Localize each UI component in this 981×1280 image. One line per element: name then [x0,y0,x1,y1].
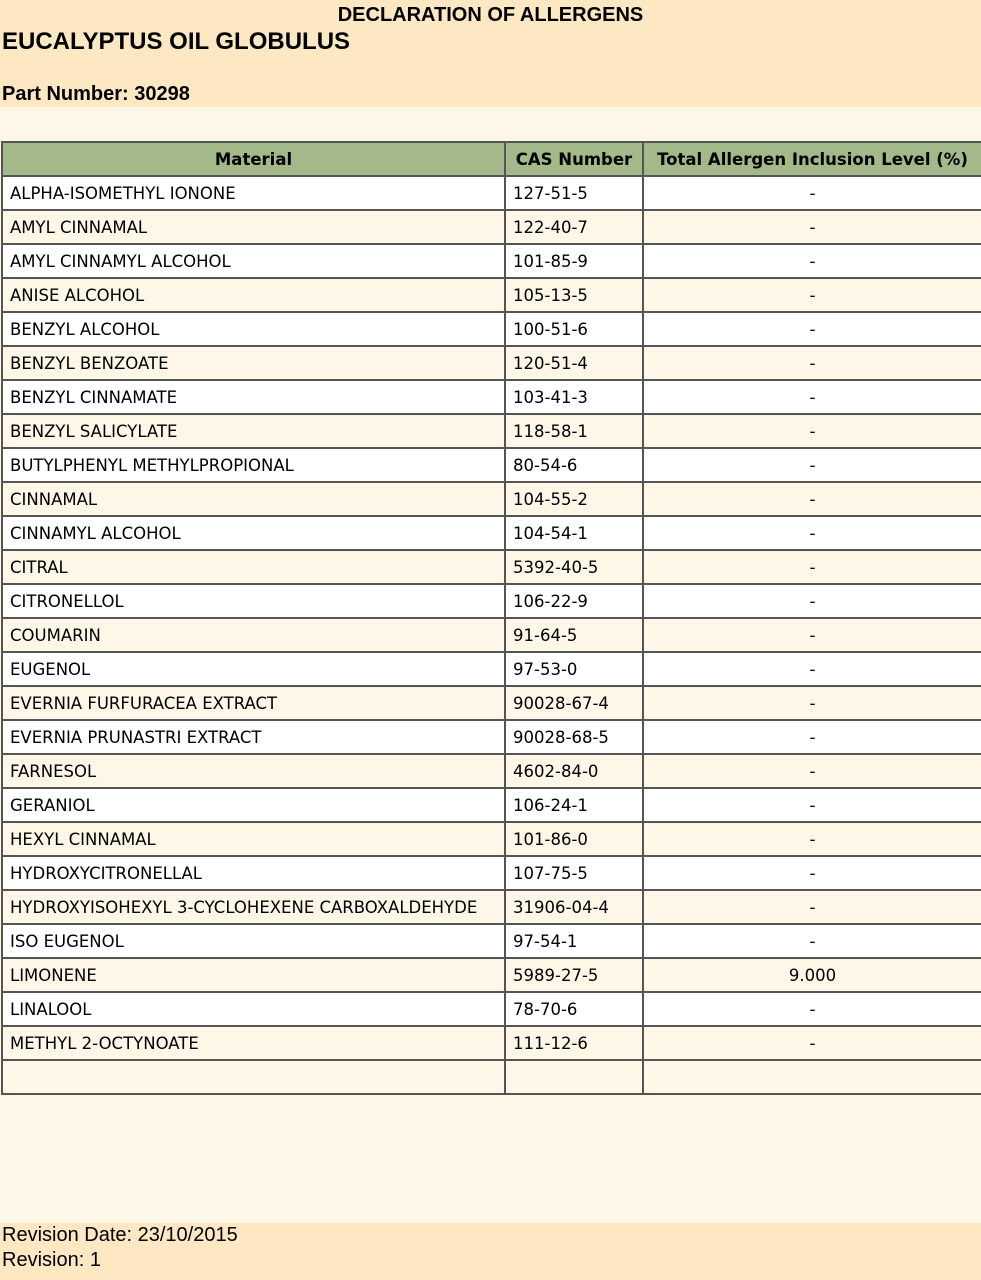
material-cell: AMYL CINNAMYL ALCOHOL [2,244,505,278]
table-row [2,516,981,550]
cas-number-cell: 106-22-9 [505,584,643,618]
cas-number-cell: 90028-67-4 [505,686,643,720]
inclusion-level-cell: - [643,346,981,380]
inclusion-level-cell: - [643,584,981,618]
material-cell: METHYL 2-OCTYNOATE [2,1026,505,1060]
material-cell: EUGENOL [2,652,505,686]
material-cell: CITRONELLOL [2,584,505,618]
inclusion-level-cell: 9.000 [643,958,981,992]
cas-number-cell: 31906-04-4 [505,890,643,924]
material-cell: AMYL CINNAMAL [2,210,505,244]
inclusion-level-cell: - [643,686,981,720]
table-row [2,176,981,210]
revision-number: Revision: 1 [2,1249,101,1271]
inclusion-level-cell: - [643,890,981,924]
table-row [2,856,981,890]
material-cell: EVERNIA PRUNASTRI EXTRACT [2,720,505,754]
table-row [2,924,981,958]
table-row [2,754,981,788]
document-title: DECLARATION OF ALLERGENS [337,4,644,26]
table-row [2,618,981,652]
inclusion-level-cell: - [643,448,981,482]
table-row [2,992,981,1026]
empty-cell [505,1060,643,1094]
cas-number-cell: 127-51-5 [505,176,643,210]
table-row [2,958,981,992]
cas-number-cell: 106-24-1 [505,788,643,822]
inclusion-level-cell: - [643,788,981,822]
part-number: Part Number: 30298 [2,83,190,105]
inclusion-level-cell: - [643,1026,981,1060]
inclusion-level-cell: - [643,992,981,1026]
material-cell: HYDROXYISOHEXYL 3-CYCLOHEXENE CARBOXALDEHYDE [2,890,505,924]
material-cell: ALPHA-ISOMETHYL IONONE [2,176,505,210]
inclusion-level-cell: - [643,414,981,448]
table-row [2,380,981,414]
revision-date: Revision Date: 23/10/2015 [2,1224,238,1246]
column-header-cas-number: CAS Number [505,142,643,176]
cas-number-cell: 97-53-0 [505,652,643,686]
inclusion-level-cell: - [643,924,981,958]
cas-number-cell: 118-58-1 [505,414,643,448]
inclusion-level-cell: - [643,210,981,244]
table-row [2,686,981,720]
cas-number-cell: 120-51-4 [505,346,643,380]
material-cell: LIMONENE [2,958,505,992]
cas-number-cell: 78-70-6 [505,992,643,1026]
table-row [2,482,981,516]
product-name: EUCALYPTUS OIL GLOBULUS [2,28,351,55]
material-cell: EVERNIA FURFURACEA EXTRACT [2,686,505,720]
cas-number-cell: 5989-27-5 [505,958,643,992]
table-row [2,278,981,312]
material-cell: LINALOOL [2,992,505,1026]
inclusion-level-cell: - [643,550,981,584]
table-row [2,346,981,380]
cas-number-cell: 101-85-9 [505,244,643,278]
inclusion-level-cell: - [643,482,981,516]
table-body [2,176,981,1094]
material-cell: CITRAL [2,550,505,584]
material-cell: BENZYL BENZOATE [2,346,505,380]
material-cell: GERANIOL [2,788,505,822]
material-cell: ANISE ALCOHOL [2,278,505,312]
table-row [2,890,981,924]
cas-number-cell: 103-41-3 [505,380,643,414]
inclusion-level-cell: - [643,380,981,414]
material-cell: BENZYL ALCOHOL [2,312,505,346]
cas-number-cell: 105-13-5 [505,278,643,312]
material-cell: FARNESOL [2,754,505,788]
material-cell: HYDROXYCITRONELLAL [2,856,505,890]
empty-cell [2,1060,505,1094]
cas-number-cell: 111-12-6 [505,1026,643,1060]
inclusion-level-cell: - [643,312,981,346]
column-header-material: Material [2,142,505,176]
cas-number-cell: 91-64-5 [505,618,643,652]
table-row [2,312,981,346]
empty-cell [643,1060,981,1094]
table-header-row [2,142,981,176]
inclusion-level-cell: - [643,244,981,278]
inclusion-level-cell: - [643,618,981,652]
cas-number-cell: 90028-68-5 [505,720,643,754]
cas-number-cell: 97-54-1 [505,924,643,958]
cas-number-cell: 80-54-6 [505,448,643,482]
inclusion-level-cell: - [643,176,981,210]
inclusion-level-cell: - [643,822,981,856]
inclusion-level-cell: - [643,652,981,686]
inclusion-level-cell: - [643,278,981,312]
column-header-inclusion-level: Total Allergen Inclusion Level (%) [643,142,981,176]
table-blank-row [2,1060,981,1094]
material-cell: BENZYL CINNAMATE [2,380,505,414]
cas-number-cell: 5392-40-5 [505,550,643,584]
cas-number-cell: 101-86-0 [505,822,643,856]
cas-number-cell: 122-40-7 [505,210,643,244]
table-row [2,788,981,822]
material-cell: BENZYL SALICYLATE [2,414,505,448]
table-row [2,244,981,278]
material-cell: COUMARIN [2,618,505,652]
cas-number-cell: 107-75-5 [505,856,643,890]
table-row [2,414,981,448]
inclusion-level-cell: - [643,856,981,890]
material-cell: ISO EUGENOL [2,924,505,958]
inclusion-level-cell: - [643,754,981,788]
cas-number-cell: 104-54-1 [505,516,643,550]
inclusion-level-cell: - [643,720,981,754]
inclusion-level-cell: - [643,516,981,550]
material-cell: CINNAMYL ALCOHOL [2,516,505,550]
cas-number-cell: 4602-84-0 [505,754,643,788]
table-row [2,550,981,584]
allergen-table-container [1,141,981,1095]
table-row [2,210,981,244]
table-row [2,720,981,754]
material-cell: CINNAMAL [2,482,505,516]
material-cell: BUTYLPHENYL METHYLPROPIONAL [2,448,505,482]
table-row [2,584,981,618]
material-cell: HEXYL CINNAMAL [2,822,505,856]
table-row [2,1026,981,1060]
cas-number-cell: 100-51-6 [505,312,643,346]
table-row [2,822,981,856]
table-row [2,652,981,686]
allergen-table [1,141,981,1095]
cas-number-cell: 104-55-2 [505,482,643,516]
table-row [2,448,981,482]
